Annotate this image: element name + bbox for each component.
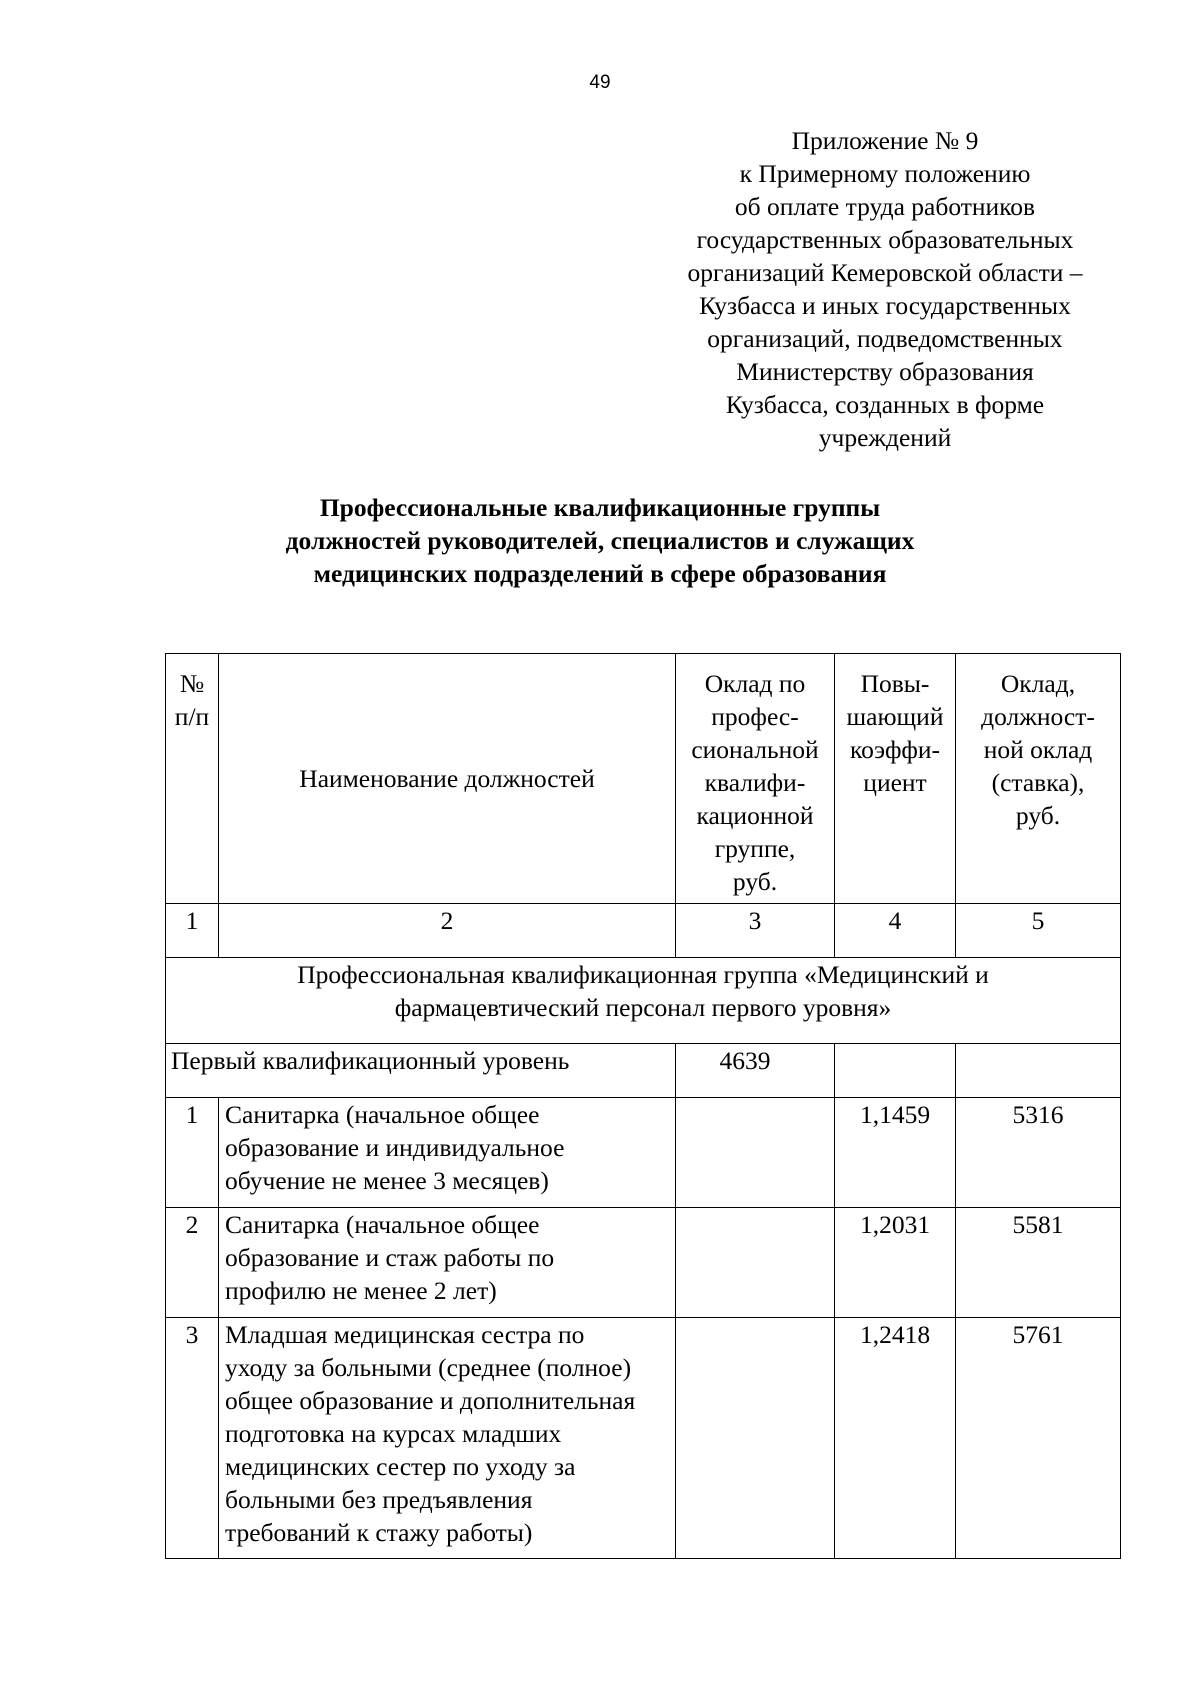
level-row bbox=[166, 1044, 1121, 1098]
position-title bbox=[219, 1098, 676, 1208]
appendix-line: Приложение № 9 bbox=[791, 126, 979, 155]
header-line: сиональной bbox=[691, 735, 819, 764]
appendix-line: государственных образовательных bbox=[696, 225, 1074, 254]
title-line: должностей руководителей, специалистов и служащих bbox=[285, 526, 915, 555]
coefficient-value: 1,2418 bbox=[835, 1318, 956, 1559]
group-title-row bbox=[166, 958, 1121, 1044]
header-line: руб. bbox=[732, 867, 778, 896]
row-number: 2 bbox=[166, 1208, 219, 1318]
level-salary: 4639 bbox=[676, 1044, 835, 1098]
appendix-line: Министерству образования bbox=[736, 357, 1034, 386]
position-title bbox=[219, 1318, 676, 1559]
position-line: больными без предъявления bbox=[225, 1485, 533, 1514]
header-line: группе, bbox=[714, 834, 796, 863]
position-line: образование и стаж работы по bbox=[225, 1243, 555, 1272]
appendix-line: к Примерному положению bbox=[739, 159, 1031, 188]
appendix-line: Кузбасса и иных государственных bbox=[699, 291, 1071, 320]
header-line: (ставка), bbox=[991, 768, 1085, 797]
empty-cell bbox=[676, 1208, 835, 1318]
header-line: кационной bbox=[696, 801, 814, 830]
group-title-line: фармацевтический персонал первого уровня» bbox=[394, 993, 892, 1022]
header-line: № bbox=[179, 669, 205, 698]
table-header-row bbox=[166, 654, 1121, 904]
column-number: 4 bbox=[835, 904, 956, 958]
position-line: общее образование и дополнительная bbox=[225, 1386, 636, 1415]
header-coefficient bbox=[835, 654, 956, 904]
row-number: 3 bbox=[166, 1318, 219, 1559]
appendix-line: организаций Кемеровской области – bbox=[687, 258, 1083, 287]
header-line: шающий bbox=[846, 702, 944, 731]
header-line: руб. bbox=[1015, 801, 1061, 830]
group-title-line: Профессиональная квалификационная группа «Медицинский и bbox=[297, 960, 989, 989]
table-row bbox=[166, 1098, 1121, 1208]
appendix-line: об оплате труда работников bbox=[734, 192, 1036, 221]
header-line: Оклад, bbox=[1000, 669, 1076, 698]
header-line: циент bbox=[863, 768, 927, 797]
salary-value: 5581 bbox=[956, 1208, 1121, 1318]
empty-cell bbox=[676, 1318, 835, 1559]
position-line: Санитарка (начальное общее bbox=[225, 1210, 540, 1239]
level-name: Первый квалификационный уровень bbox=[166, 1044, 676, 1098]
row-number: 1 bbox=[166, 1098, 219, 1208]
position-title bbox=[219, 1208, 676, 1318]
position-line: обучение не менее 3 месяцев) bbox=[225, 1166, 549, 1195]
header-name bbox=[219, 654, 676, 904]
header-line: профес- bbox=[711, 702, 799, 731]
column-number: 5 bbox=[956, 904, 1121, 958]
empty-cell bbox=[956, 1044, 1121, 1098]
header-line: должност- bbox=[981, 702, 1095, 731]
table-row bbox=[166, 1208, 1121, 1318]
column-number: 2 bbox=[219, 904, 676, 958]
column-number-row bbox=[166, 904, 1121, 958]
qualification-table bbox=[165, 653, 1121, 1559]
document-title bbox=[150, 491, 1050, 590]
coefficient-value: 1,1459 bbox=[835, 1098, 956, 1208]
position-line: профилю не менее 2 лет) bbox=[225, 1276, 497, 1305]
header-line: Повы- bbox=[860, 669, 930, 698]
salary-value: 5761 bbox=[956, 1318, 1121, 1559]
position-line: подготовка на курсах младших bbox=[225, 1419, 562, 1448]
position-line: требований к стажу работы) bbox=[225, 1518, 533, 1547]
column-number: 1 bbox=[166, 904, 219, 958]
header-salary-group bbox=[676, 654, 835, 904]
appendix-line: организаций, подведомственных bbox=[707, 324, 1063, 353]
position-line: медицинских сестер по уходу за bbox=[225, 1452, 576, 1481]
header-line: Наименование должностей bbox=[299, 764, 595, 793]
position-line: образование и индивидуальное bbox=[225, 1133, 565, 1162]
page-number: 49 bbox=[589, 72, 611, 93]
salary-value: 5316 bbox=[956, 1098, 1121, 1208]
position-line: Младшая медицинская сестра по bbox=[225, 1320, 585, 1349]
header-line: Оклад по bbox=[704, 669, 806, 698]
title-line: Профессиональные квалификационные группы bbox=[319, 493, 881, 522]
empty-cell bbox=[676, 1098, 835, 1208]
header-num bbox=[166, 654, 219, 904]
header-line: ной оклад bbox=[983, 735, 1093, 764]
header-line: коэффи- bbox=[850, 735, 940, 764]
header-line: п/п bbox=[174, 702, 210, 731]
title-line: медицинских подразделений в сфере образования bbox=[313, 559, 887, 588]
header-line: квалифи- bbox=[704, 768, 806, 797]
position-line: Санитарка (начальное общее bbox=[225, 1100, 540, 1129]
column-number: 3 bbox=[676, 904, 835, 958]
header-salary bbox=[956, 654, 1121, 904]
coefficient-value: 1,2031 bbox=[835, 1208, 956, 1318]
empty-cell bbox=[835, 1044, 956, 1098]
appendix-line: учреждений bbox=[818, 423, 952, 452]
appendix-heading bbox=[665, 124, 1105, 454]
group-title bbox=[166, 958, 1121, 1044]
position-line: уходу за больными (среднее (полное) bbox=[225, 1353, 632, 1382]
appendix-line: Кузбасса, созданных в форме bbox=[725, 390, 1045, 419]
table-row bbox=[166, 1318, 1121, 1559]
